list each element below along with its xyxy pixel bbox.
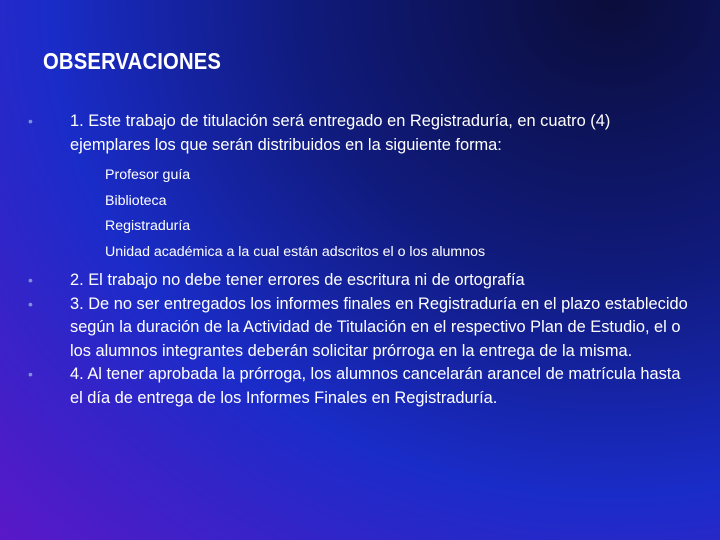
list-item-text: 1. Este trabajo de titulación será entregado en Registraduría, en cuatro (4) ejemplares los que serán distribuidos en la siguiente forma: xyxy=(70,112,611,154)
distribution-item: Registraduría xyxy=(105,218,191,234)
list-item-3 xyxy=(28,293,688,364)
bullet-icon: • xyxy=(28,272,33,288)
distribution-item: Unidad académica a la cual están adscritos el o los alumnos xyxy=(105,243,486,260)
bullet-icon: • xyxy=(28,366,33,382)
list-item-text: 4. Al tener aprobada la prórroga, los alumnos cancelarán arancel de matrícula hasta el día de entrega de los Informes Finales en Registraduría. xyxy=(70,365,681,407)
list-item-1 xyxy=(28,110,688,157)
list-item-4 xyxy=(28,363,688,410)
bullet-icon: • xyxy=(28,113,33,129)
distribution-list xyxy=(28,163,688,265)
bullet-icon: • xyxy=(28,295,33,312)
slide-body xyxy=(28,110,688,410)
list-item-text: 2. El trabajo no debe tener errores de escritura ni de ortografía xyxy=(70,271,525,289)
distribution-item: Biblioteca xyxy=(105,192,167,209)
list-item-2 xyxy=(28,269,688,293)
slide-title: OBSERVACIONES xyxy=(43,48,222,74)
distribution-item: Profesor guía xyxy=(105,167,191,183)
list-item-text: 3. De no ser entregados los informes finales en Registraduría en el plazo establecido según la duración de la Actividad de Titulación en el respectivo Plan de Estudio, el o los alumnos integrantes deberán solicitar prórroga en la entrega de la misma. xyxy=(70,294,688,360)
